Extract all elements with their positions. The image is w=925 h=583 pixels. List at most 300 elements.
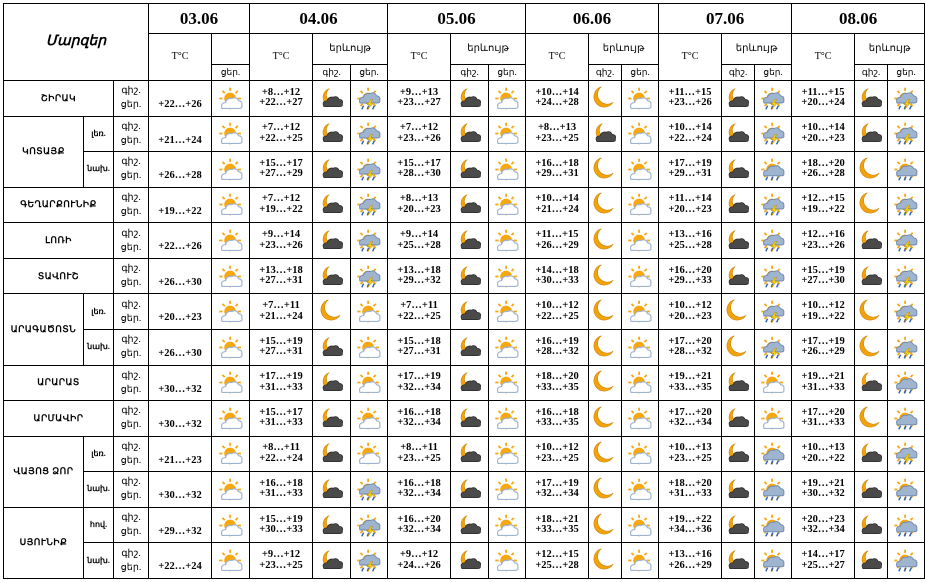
sun-cloud-rain-thunder-icon (355, 476, 383, 503)
icon-cell (313, 81, 351, 117)
night-temp: +16…+18 (535, 157, 579, 169)
night-label: գիշ. (121, 86, 141, 97)
night-temp: +19…+21 (801, 371, 845, 383)
icon-cell (451, 543, 489, 579)
sun-cloud-rain-thunder-icon (355, 85, 383, 112)
icon-cell (755, 543, 792, 579)
night-temp: +16…+18 (397, 406, 441, 418)
moon-cloud-icon (724, 405, 752, 432)
day-temp: +22…+24 (259, 452, 303, 464)
icon-cell (722, 81, 755, 117)
temp-cell (792, 507, 855, 543)
region-name: ՍՅՈՒՆԻՔ (4, 507, 84, 578)
icon-cell (755, 436, 792, 472)
sun-cloud-rain-icon (892, 512, 920, 539)
night-temp: +7…+12 (261, 193, 301, 205)
moon-icon (591, 334, 619, 361)
moon-icon (591, 191, 619, 218)
regions-header: Մարզեր (4, 4, 149, 81)
icon-cell (351, 472, 388, 508)
night-temp: +17…+19 (397, 371, 441, 383)
icon-cell (855, 543, 888, 579)
temp-cell (526, 507, 589, 543)
day-temp: +21…+24 (259, 310, 303, 322)
temp-cell (250, 187, 313, 223)
phenomenon-header: երևույթ (451, 34, 526, 65)
icon-cell (451, 401, 489, 437)
temp-cell (388, 116, 451, 152)
night-temp: +13…+18 (259, 264, 303, 276)
night-temp: +15…+17 (259, 157, 303, 169)
sun-cloud-icon (217, 334, 245, 361)
icon-cell (212, 258, 250, 294)
temp-cell (792, 329, 855, 365)
day-temp: +23…+26 (801, 239, 845, 251)
icon-cell (351, 401, 388, 437)
moon-cloud-icon (456, 298, 484, 325)
moon-icon (591, 405, 619, 432)
day-temp: +27…+31 (397, 346, 441, 358)
night-temp: +20…+23 (801, 513, 845, 525)
moon-icon (591, 298, 619, 325)
temp-cell (149, 81, 212, 117)
day-temp: +29…+33 (668, 275, 712, 287)
sun-cloud-icon (217, 120, 245, 147)
temp-cell (526, 365, 589, 401)
icon-cell (451, 258, 489, 294)
icon-cell (622, 436, 659, 472)
temp-cell (792, 401, 855, 437)
temp-cell (250, 116, 313, 152)
icon-cell (722, 152, 755, 188)
icon-cell (755, 116, 792, 152)
night-temp: +7…+11 (400, 300, 438, 312)
sun-cloud-icon (493, 120, 521, 147)
sun-cloud-rain-icon (759, 156, 787, 183)
moon-cloud-icon (857, 476, 885, 503)
sun-cloud-icon (626, 263, 654, 290)
icon-cell (589, 472, 622, 508)
icon-cell (589, 294, 622, 330)
sun-cloud-icon (355, 298, 383, 325)
night-temp: +10…+12 (535, 300, 579, 312)
moon-icon (591, 512, 619, 539)
icon-cell (351, 223, 388, 259)
day-temp: +20…+23 (668, 310, 712, 322)
day-subheader: ցեր. (888, 65, 925, 81)
icon-cell (589, 152, 622, 188)
icon-cell (489, 116, 526, 152)
sun-cloud-rain-icon (892, 369, 920, 396)
icon-cell (212, 152, 250, 188)
moon-cloud-icon (724, 85, 752, 112)
icon-cell (212, 329, 250, 365)
moon-cloud-icon (318, 476, 346, 503)
temp-cell (526, 436, 589, 472)
day-temp: +22…+26 (158, 99, 202, 111)
day-temp: +26…+30 (158, 347, 202, 359)
icon-cell (589, 365, 622, 401)
sun-cloud-icon (626, 334, 654, 361)
night-label: գիշ. (121, 192, 141, 203)
night-temp: +8…+13 (399, 193, 439, 205)
temp-cell (250, 436, 313, 472)
sun-cloud-rain-icon (892, 547, 920, 574)
sun-cloud-rain-icon (892, 405, 920, 432)
region-row (4, 258, 925, 294)
icon-cell (489, 543, 526, 579)
moon-icon (857, 191, 885, 218)
day-temp: +30…+32 (158, 419, 202, 431)
icon-cell (351, 152, 388, 188)
icon-cell (722, 401, 755, 437)
icon-cell (451, 116, 489, 152)
moon-cloud-icon (724, 191, 752, 218)
icon-cell (313, 329, 351, 365)
temp-cell (149, 436, 212, 472)
sun-cloud-rain-icon (759, 440, 787, 467)
icon-cell (589, 81, 622, 117)
icon-cell (855, 152, 888, 188)
icon-cell (622, 507, 659, 543)
night-subheader: գիշ. (451, 65, 489, 81)
night-temp: +16…+20 (668, 264, 712, 276)
night-temp: +18…+20 (801, 157, 845, 169)
phenomenon-header: երևույթ (855, 34, 925, 65)
temp-cell (250, 152, 313, 188)
sun-cloud-icon (217, 191, 245, 218)
day-temp: +20…+22 (801, 452, 845, 464)
sun-cloud-icon (626, 85, 654, 112)
icon-cell (888, 258, 925, 294)
moon-cloud-icon (318, 191, 346, 218)
moon-cloud-icon (724, 512, 752, 539)
moon-icon (857, 405, 885, 432)
icon-cell (451, 223, 489, 259)
day-temp: +21…+23 (158, 454, 202, 466)
night-temp: +17…+20 (668, 335, 712, 347)
icon-cell (755, 472, 792, 508)
icon-cell (888, 223, 925, 259)
day-temp: +25…+28 (535, 559, 579, 571)
day-temp: +32…+34 (397, 381, 441, 393)
day-label: ցեր. (120, 527, 142, 538)
icon-cell (489, 472, 526, 508)
moon-cloud-icon (857, 369, 885, 396)
sun-cloud-rain-thunder-icon (759, 191, 787, 218)
sun-cloud-rain-icon (892, 476, 920, 503)
moon-cloud-icon (456, 440, 484, 467)
date-header: 08.06 (792, 4, 925, 34)
day-subheader: ցեր. (489, 65, 526, 81)
day-label: ցեր. (120, 206, 142, 217)
night-label: գիշ. (121, 228, 141, 239)
day-temp: +26…+28 (158, 170, 202, 182)
moon-cloud-icon (318, 227, 346, 254)
sun-cloud-rain-thunder-icon (892, 227, 920, 254)
icon-cell (489, 152, 526, 188)
night-temp: +10…+12 (668, 300, 712, 312)
icon-cell (888, 294, 925, 330)
temp-cell (388, 329, 451, 365)
night-temp: +17…+19 (668, 157, 712, 169)
moon-icon (724, 334, 752, 361)
sun-cloud-icon (493, 405, 521, 432)
icon-cell (351, 258, 388, 294)
temp-cell (388, 436, 451, 472)
sun-cloud-icon (217, 263, 245, 290)
icon-cell (722, 294, 755, 330)
sun-cloud-icon (626, 405, 654, 432)
moon-icon (318, 298, 346, 325)
day-temp: +26…+28 (801, 168, 845, 180)
icon-cell (888, 329, 925, 365)
sun-cloud-rain-thunder-icon (759, 298, 787, 325)
phenomenon-header: երևույթ (313, 34, 388, 65)
icon-cell (212, 472, 250, 508)
day-temp: +25…+28 (397, 239, 441, 251)
night-temp: +11…+15 (801, 86, 845, 98)
day-temp: +26…+29 (535, 239, 579, 251)
day-subheader: ցեր. (622, 65, 659, 81)
day-temp: +21…+24 (158, 134, 202, 146)
icon-cell (313, 507, 351, 543)
icon-cell (755, 401, 792, 437)
temp-header: T°C (526, 34, 589, 81)
temp-cell (659, 543, 722, 579)
icon-cell (855, 472, 888, 508)
day-label: ցեր. (120, 420, 142, 431)
day-temp: +31…+33 (801, 381, 845, 393)
day-temp: +24…+26 (397, 559, 441, 571)
temp-cell (250, 543, 313, 579)
moon-icon (591, 156, 619, 183)
icon-cell (451, 436, 489, 472)
sun-cloud-icon (217, 512, 245, 539)
temp-cell (250, 472, 313, 508)
region-name: ԱՐՄԱՎԻՐ (4, 401, 114, 437)
icon-cell (855, 294, 888, 330)
temp-header: T°C (659, 34, 722, 81)
moon-cloud-icon (456, 405, 484, 432)
temp-cell (250, 329, 313, 365)
moon-cloud-icon (724, 440, 752, 467)
day-label: ցեր. (120, 171, 142, 182)
icon-cell (589, 187, 622, 223)
sun-cloud-rain-thunder-icon (892, 191, 920, 218)
temp-cell (149, 258, 212, 294)
icon-cell (755, 507, 792, 543)
icon-cell (212, 543, 250, 579)
day-night-labels (114, 365, 149, 401)
night-label: գիշ. (121, 121, 141, 132)
night-temp: +17…+19 (535, 477, 579, 489)
night-temp: +10…+12 (801, 300, 845, 312)
icon-cell (855, 365, 888, 401)
temp-cell (250, 223, 313, 259)
date-header: 06.06 (526, 4, 659, 34)
icon-cell (755, 81, 792, 117)
sun-cloud-icon (626, 120, 654, 147)
day-temp: +25…+27 (801, 559, 845, 571)
moon-cloud-icon (318, 85, 346, 112)
icon-cell (888, 401, 925, 437)
night-temp: +18…+21 (535, 513, 579, 525)
temp-cell (149, 507, 212, 543)
sun-cloud-icon (493, 512, 521, 539)
night-temp: +7…+11 (262, 300, 300, 312)
icon-cell (888, 365, 925, 401)
day-temp: +32…+34 (801, 524, 845, 536)
temp-cell (388, 187, 451, 223)
icon-cell (755, 329, 792, 365)
temp-cell (388, 81, 451, 117)
sun-cloud-rain-thunder-icon (892, 85, 920, 112)
day-label: ցեր. (120, 491, 142, 502)
moon-cloud-icon (724, 547, 752, 574)
night-temp: +19…+21 (668, 371, 712, 383)
zone-label: նախ. (84, 152, 114, 188)
region-name: ԿՈՏԱՅՔ (4, 116, 84, 187)
phenomenon-header: երևույթ (722, 34, 792, 65)
day-night-labels (114, 401, 149, 437)
day-temp: +23…+25 (668, 452, 712, 464)
sun-cloud-icon (626, 547, 654, 574)
icon-cell (451, 81, 489, 117)
sun-cloud-icon (217, 547, 245, 574)
region-row (4, 223, 925, 259)
night-temp: +10…+14 (668, 122, 712, 134)
moon-icon (591, 227, 619, 254)
day-temp: +23…+25 (397, 452, 441, 464)
night-temp: +8…+11 (262, 442, 300, 454)
day-temp: +33…+35 (535, 381, 579, 393)
sun-cloud-icon (493, 547, 521, 574)
day-temp: +30…+32 (801, 488, 845, 500)
night-temp: +10…+12 (535, 442, 579, 454)
temp-cell (526, 294, 589, 330)
forecast-body (4, 81, 925, 579)
icon-cell (622, 223, 659, 259)
sun-cloud-rain-thunder-icon (759, 334, 787, 361)
date-header: 05.06 (388, 4, 526, 34)
day-temp: +31…+33 (259, 488, 303, 500)
icon-cell (888, 436, 925, 472)
night-temp: +11…+15 (535, 229, 579, 241)
icon-cell (622, 401, 659, 437)
icon-cell (755, 223, 792, 259)
night-temp: +17…+19 (259, 371, 303, 383)
night-temp: +18…+20 (668, 477, 712, 489)
day-temp: +32…+34 (397, 417, 441, 429)
day-label: ցեր. (120, 313, 142, 324)
night-temp: +9…+14 (261, 229, 301, 241)
region-row (4, 187, 925, 223)
moon-cloud-icon (456, 263, 484, 290)
day-temp: +29…+32 (158, 525, 202, 537)
sun-cloud-rain-thunder-icon (355, 156, 383, 183)
icon-cell (855, 223, 888, 259)
temp-cell (388, 152, 451, 188)
temp-cell (149, 223, 212, 259)
sun-cloud-rain-thunder-icon (355, 263, 383, 290)
icon-cell (351, 507, 388, 543)
night-temp: +16…+20 (397, 513, 441, 525)
region-row (4, 543, 925, 579)
day-temp: +28…+32 (668, 346, 712, 358)
icon-cell (351, 81, 388, 117)
sun-cloud-icon (217, 227, 245, 254)
icon-cell (451, 365, 489, 401)
night-temp: +15…+17 (259, 406, 303, 418)
temp-cell (659, 116, 722, 152)
day-label: ցեր. (120, 562, 142, 573)
day-temp: +30…+32 (158, 383, 202, 395)
night-label: գիշ. (121, 406, 141, 417)
sun-cloud-icon (217, 85, 245, 112)
day-temp: +29…+32 (397, 275, 441, 287)
date-header: 03.06 (149, 4, 250, 34)
night-label: գիշ. (121, 335, 141, 346)
temp-cell (526, 116, 589, 152)
moon-cloud-icon (724, 156, 752, 183)
night-temp: +9…+12 (399, 549, 439, 561)
temp-cell (659, 436, 722, 472)
zone-label: լեռ. (84, 436, 114, 472)
day-temp: +24…+28 (535, 97, 579, 109)
night-temp: +12…+16 (801, 229, 845, 241)
icon-cell (313, 223, 351, 259)
day-temp: +31…+33 (801, 417, 845, 429)
icon-cell (313, 472, 351, 508)
temp-cell (792, 81, 855, 117)
sun-cloud-rain-thunder-icon (355, 512, 383, 539)
icon-cell (313, 543, 351, 579)
night-temp: +18…+20 (535, 371, 579, 383)
night-label: գիշ. (121, 477, 141, 488)
forecast-table (3, 3, 925, 579)
icon-cell (489, 329, 526, 365)
region-row (4, 507, 925, 543)
temp-cell (792, 365, 855, 401)
temp-header: T°C (149, 34, 212, 81)
temp-cell (526, 152, 589, 188)
night-temp: +13…+16 (668, 549, 712, 561)
day-temp: +26…+30 (158, 276, 202, 288)
temp-cell (149, 401, 212, 437)
temp-cell (149, 543, 212, 579)
icon-cell (855, 507, 888, 543)
day-temp: +27…+31 (259, 275, 303, 287)
sun-cloud-icon (217, 369, 245, 396)
night-label: գիշ. (121, 548, 141, 559)
icon-cell (622, 152, 659, 188)
sun-cloud-rain-thunder-icon (892, 298, 920, 325)
sun-cloud-rain-thunder-icon (759, 263, 787, 290)
sun-cloud-icon (493, 334, 521, 361)
night-subheader: գիշ. (313, 65, 351, 81)
day-temp: +28…+32 (535, 346, 579, 358)
temp-cell (388, 472, 451, 508)
icon-cell (589, 116, 622, 152)
night-temp: +13…+16 (668, 229, 712, 241)
sun-cloud-icon (217, 298, 245, 325)
temp-cell (250, 365, 313, 401)
date-header: 04.06 (250, 4, 388, 34)
day-night-labels (114, 152, 149, 188)
day-temp: +30…+32 (158, 490, 202, 502)
moon-cloud-icon (456, 227, 484, 254)
